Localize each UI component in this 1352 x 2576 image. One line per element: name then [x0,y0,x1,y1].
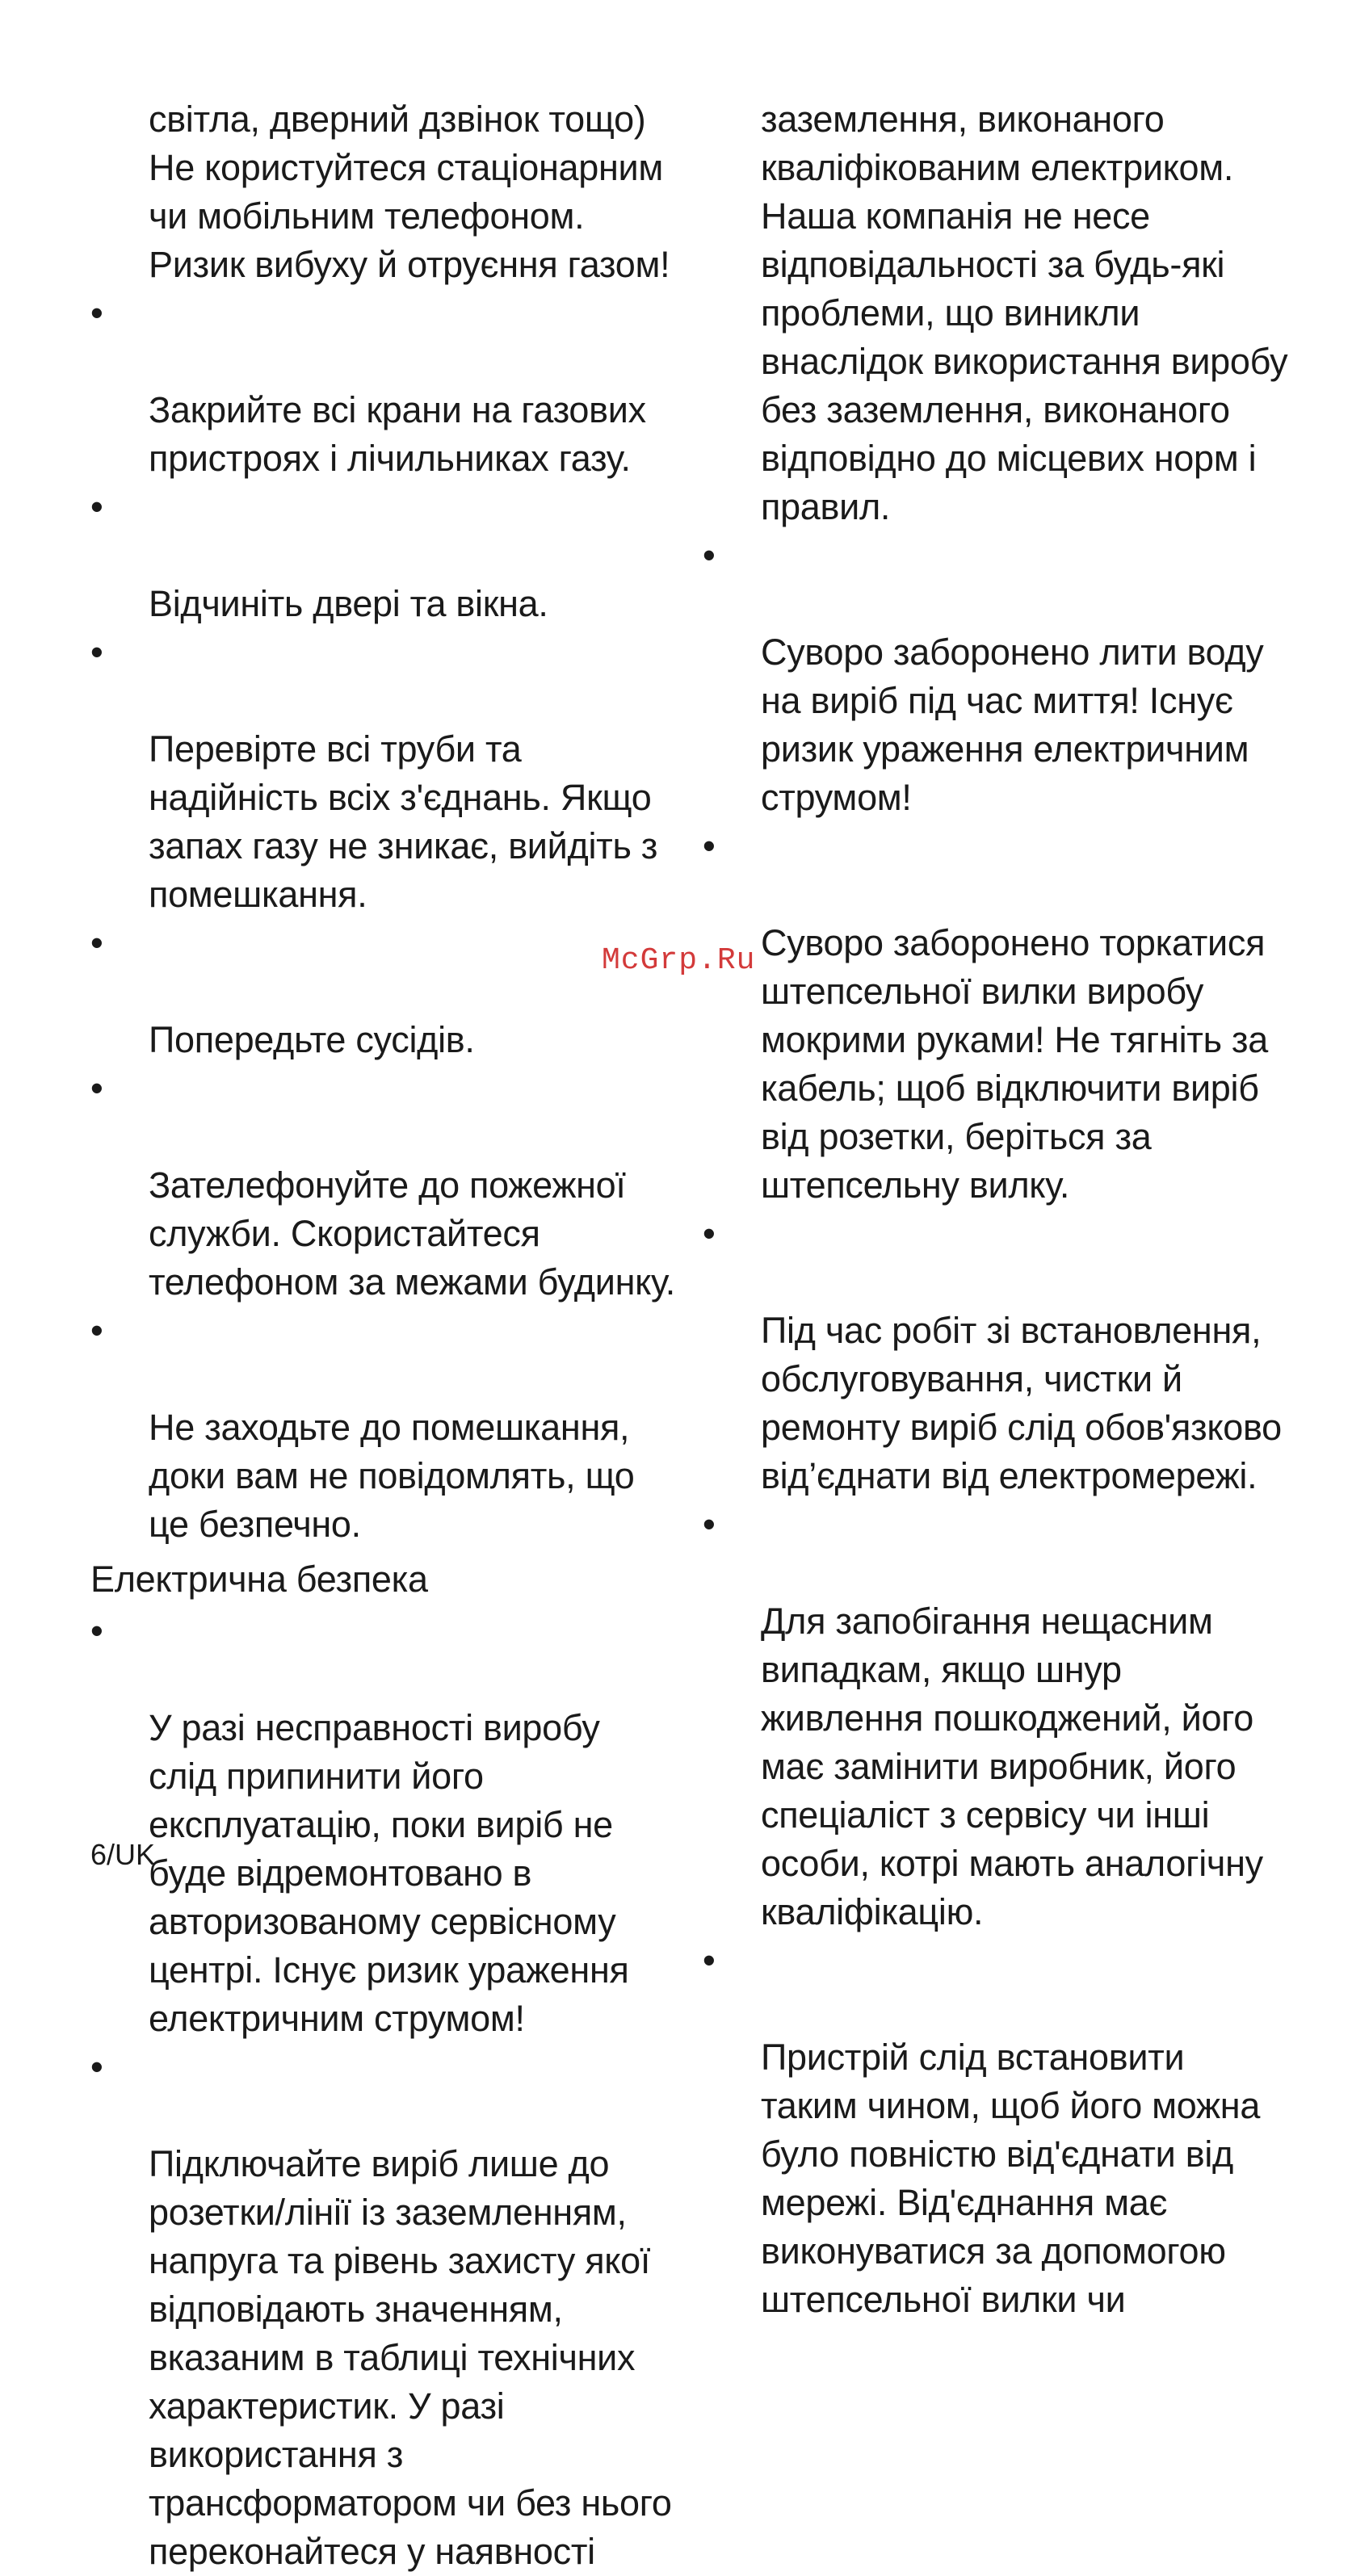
bullet-icon: • [90,922,103,963]
bullet-icon: • [90,1610,103,1651]
bullet-icon: • [90,631,103,673]
list-item-text: Перевірте всі труби та надійність всіх з'єднань. Якщо запах газу не зникає, вийдіть з помешкання. [149,728,658,915]
list-item-text: Попередьте сусідів. [149,1019,475,1060]
bullet-icon: • [703,1504,716,1545]
list-item [90,1064,680,1307]
list-item [90,1307,680,1549]
bullet-icon: • [90,292,103,334]
right-column [703,95,1292,2324]
list-item-text: Суворо заборонено лити воду на виріб під час миття! Існує ризик ураження електричним струмом! [761,631,1264,818]
bullet-icon: • [703,535,716,576]
watermark: McGrp.Ru [602,943,756,978]
list-item-text: Пристрій слід встановити таким чином, щоб його можна було повністю від'єднати від мережі. Від'єднання має виконуватися за допомогою штепсельної вилки чи [761,2037,1261,2320]
bullet-icon: • [90,2046,103,2087]
bullet-icon: • [90,486,103,527]
list-item-text: Закрийте всі крани на газових пристроях і лічильниках газу. [149,389,646,479]
bullet-icon: • [90,1068,103,1109]
list-item-text: Суворо заборонено торкатися штепсельної вилки виробу мокрими руками! Не тягніть за кабель; щоб відключити виріб від розетки, беріться за штепсельну вилку. [761,922,1268,1206]
list-item [90,483,680,628]
list-item-text: Не заходьте до помешкання, доки вам не повідомлять, що це безпечно. [149,1407,635,1545]
list-item-text: У разі несправності виробу слід припинити його експлуатацію, поки виріб не буде відремонтовано в авторизованому сервісному центрі. Існує ризик ураження електричним струмом! [149,1707,629,2039]
list-item [90,2043,680,2576]
section-heading: Електрична безпека [90,1559,428,1600]
list-item [703,822,1292,1210]
bullet-icon: • [703,825,716,866]
bullet-icon: • [703,1940,716,1981]
list-item [703,1936,1292,2324]
list-item-text: Підключайте виріб лише до розетки/лінії із заземленням, напруга та рівень захисту якої відповідають значенням, вказаним в таблиці технічних характеристик. У разі використання з трансформатором чи без нього переконайтеся у наявності [149,2143,672,2572]
list-item-text: Для запобігання нещасним випадкам, якщо шнур живлення пошкоджений, його має замінити виробник, його спеціаліст з сервісу чи інші особи, котрі мають аналогічну кваліфікацію. [761,1601,1263,1932]
list-item-text: Відчиніть двері та вікна. [149,583,548,624]
bullet-icon: • [703,1213,716,1254]
intro-paragraph: світла, дверний дзвінок тощо) Не користуйтеся стаціонарним чи мобільним телефоном. Ризик вибуху й отруєння газом! [149,99,670,285]
list-item [703,1210,1292,1500]
list-item [703,531,1292,822]
list-item [703,1500,1292,1936]
list-item [90,919,680,1064]
list-item-text: Під час робіт зі встановлення, обслуговування, чистки й ремонту виріб слід обов'язково від’єднати від електромережі. [761,1310,1282,1496]
list-item-text: Зателефонуйте до пожежної служби. Скористайтеся телефоном за межами будинку. [149,1164,675,1303]
list-item [90,289,680,483]
list-item [90,1607,680,2043]
bullet-icon: • [90,1310,103,1351]
page-number: 6/UK [90,1838,156,1871]
list-item [90,628,680,919]
continuation-paragraph: заземлення, виконаного кваліфікованим електриком. Наша компанія не несе відповідальності за будь-які проблеми, що виникли внаслідок використання виробу без заземлення, виконаного відповідно до місцевих норм і правил. [761,99,1288,527]
left-column [90,95,680,2576]
